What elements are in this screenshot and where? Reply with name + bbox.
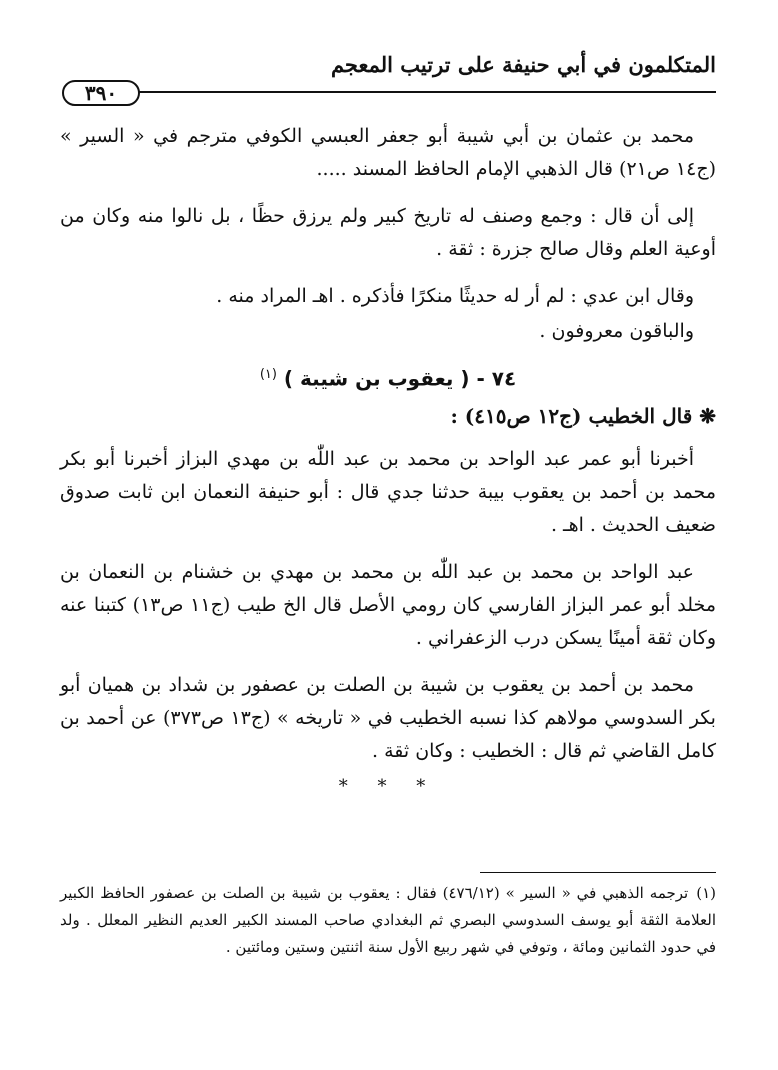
- paragraph-6: عبد الواحد بن محمد بن عبد اللّٰه بن محمد بن مهدي بن خشنام بن النعمان بن مخلد أبو عمر البزاز الفارسي كان رومي الأصل قال الخ طيب (ج١١ ص١٣) كتبنا عنه وكان ثقة أمينًا يسكن درب الزعفراني .: [60, 560, 717, 649]
- paragraph-7: محمد بن أحمد بن يعقوب بن شيبة بن الصلت بن عصفور بن شداد بن هميان أبو بكر السدوسي مولاهم كذا نسبه الخطيب في « تاريخه » (ج١٣ ص٣٧٣) عن أحمد بن كامل القاضي ثم قال : الخطيب : وكان ثقة .: [60, 673, 716, 762]
- entry-heading: [60, 358, 716, 396]
- header-rule: [130, 91, 716, 93]
- running-title: المتكلمون في أبي حنيفة على ترتيب المعجم: [330, 52, 716, 77]
- source-line: [60, 400, 716, 433]
- footnote-marker: (١): [696, 884, 716, 902]
- footnote-text: ترجمه الذهبي في « السير » (٤٧٦/١٢) فقال : يعقوب بن شيبة بن الصلت بن عصفور الحافظ الكبير العلامة الثقة أبو يوسف السدوسي البصري ثم البغدادي صاحب المسند الكبير العديم النظير المعلل . ولد في حدود الثمانين ومائة ، وتوفي في شهر ربيع الأول سنة اثنتين وستين ومائتين .: [60, 884, 716, 956]
- paragraph-5: أخبرنا أبو عمر عبد الواحد بن محمد بن عبد اللّٰه بن مهدي البزاز أخبرنا أبو بكر محمد بن أحمد بن يعقوب بيبة حدثنا جدي قال : أبو حنيفة النعمان ابن ثابت صدوق ضعيف الحديث . اهـ .: [60, 447, 716, 536]
- page-number: ٣٩٠: [62, 80, 140, 106]
- source-line-text: قال الخطيب (ج١٢ ص٤١٥) :: [450, 403, 693, 428]
- footnote-ref: (١): [259, 367, 277, 382]
- footnote-rule: [480, 872, 716, 873]
- paragraph-4: والباقون معروفون .: [539, 320, 694, 342]
- asterism-icon: ❋: [699, 403, 716, 428]
- paragraph-1: محمد بن عثمان بن أبي شيبة أبو جعفر العبسي الكوفي مترجم في « السير » (ج١٤ ص٢١) قال الذهبي الإمام الحافظ المسند .....: [60, 125, 716, 180]
- footnote: [60, 880, 716, 961]
- main-text: [60, 120, 716, 803]
- section-separator: * * *: [338, 775, 438, 797]
- paragraph-3: وقال ابن عدي : لم أر له حديثًا منكرًا فأذكره . اهـ المراد منه .: [216, 285, 694, 307]
- paragraph-2: إلى أن قال : وجمع وصنف له تاريخ كبير ولم يرزق حظًا ، بل نالوا منه وكان من أوعية العلم وقال صالح جزرة : ثقة .: [60, 205, 716, 260]
- entry-heading-text: ٧٤ - ( يعقوب بن شيبة ): [283, 366, 517, 391]
